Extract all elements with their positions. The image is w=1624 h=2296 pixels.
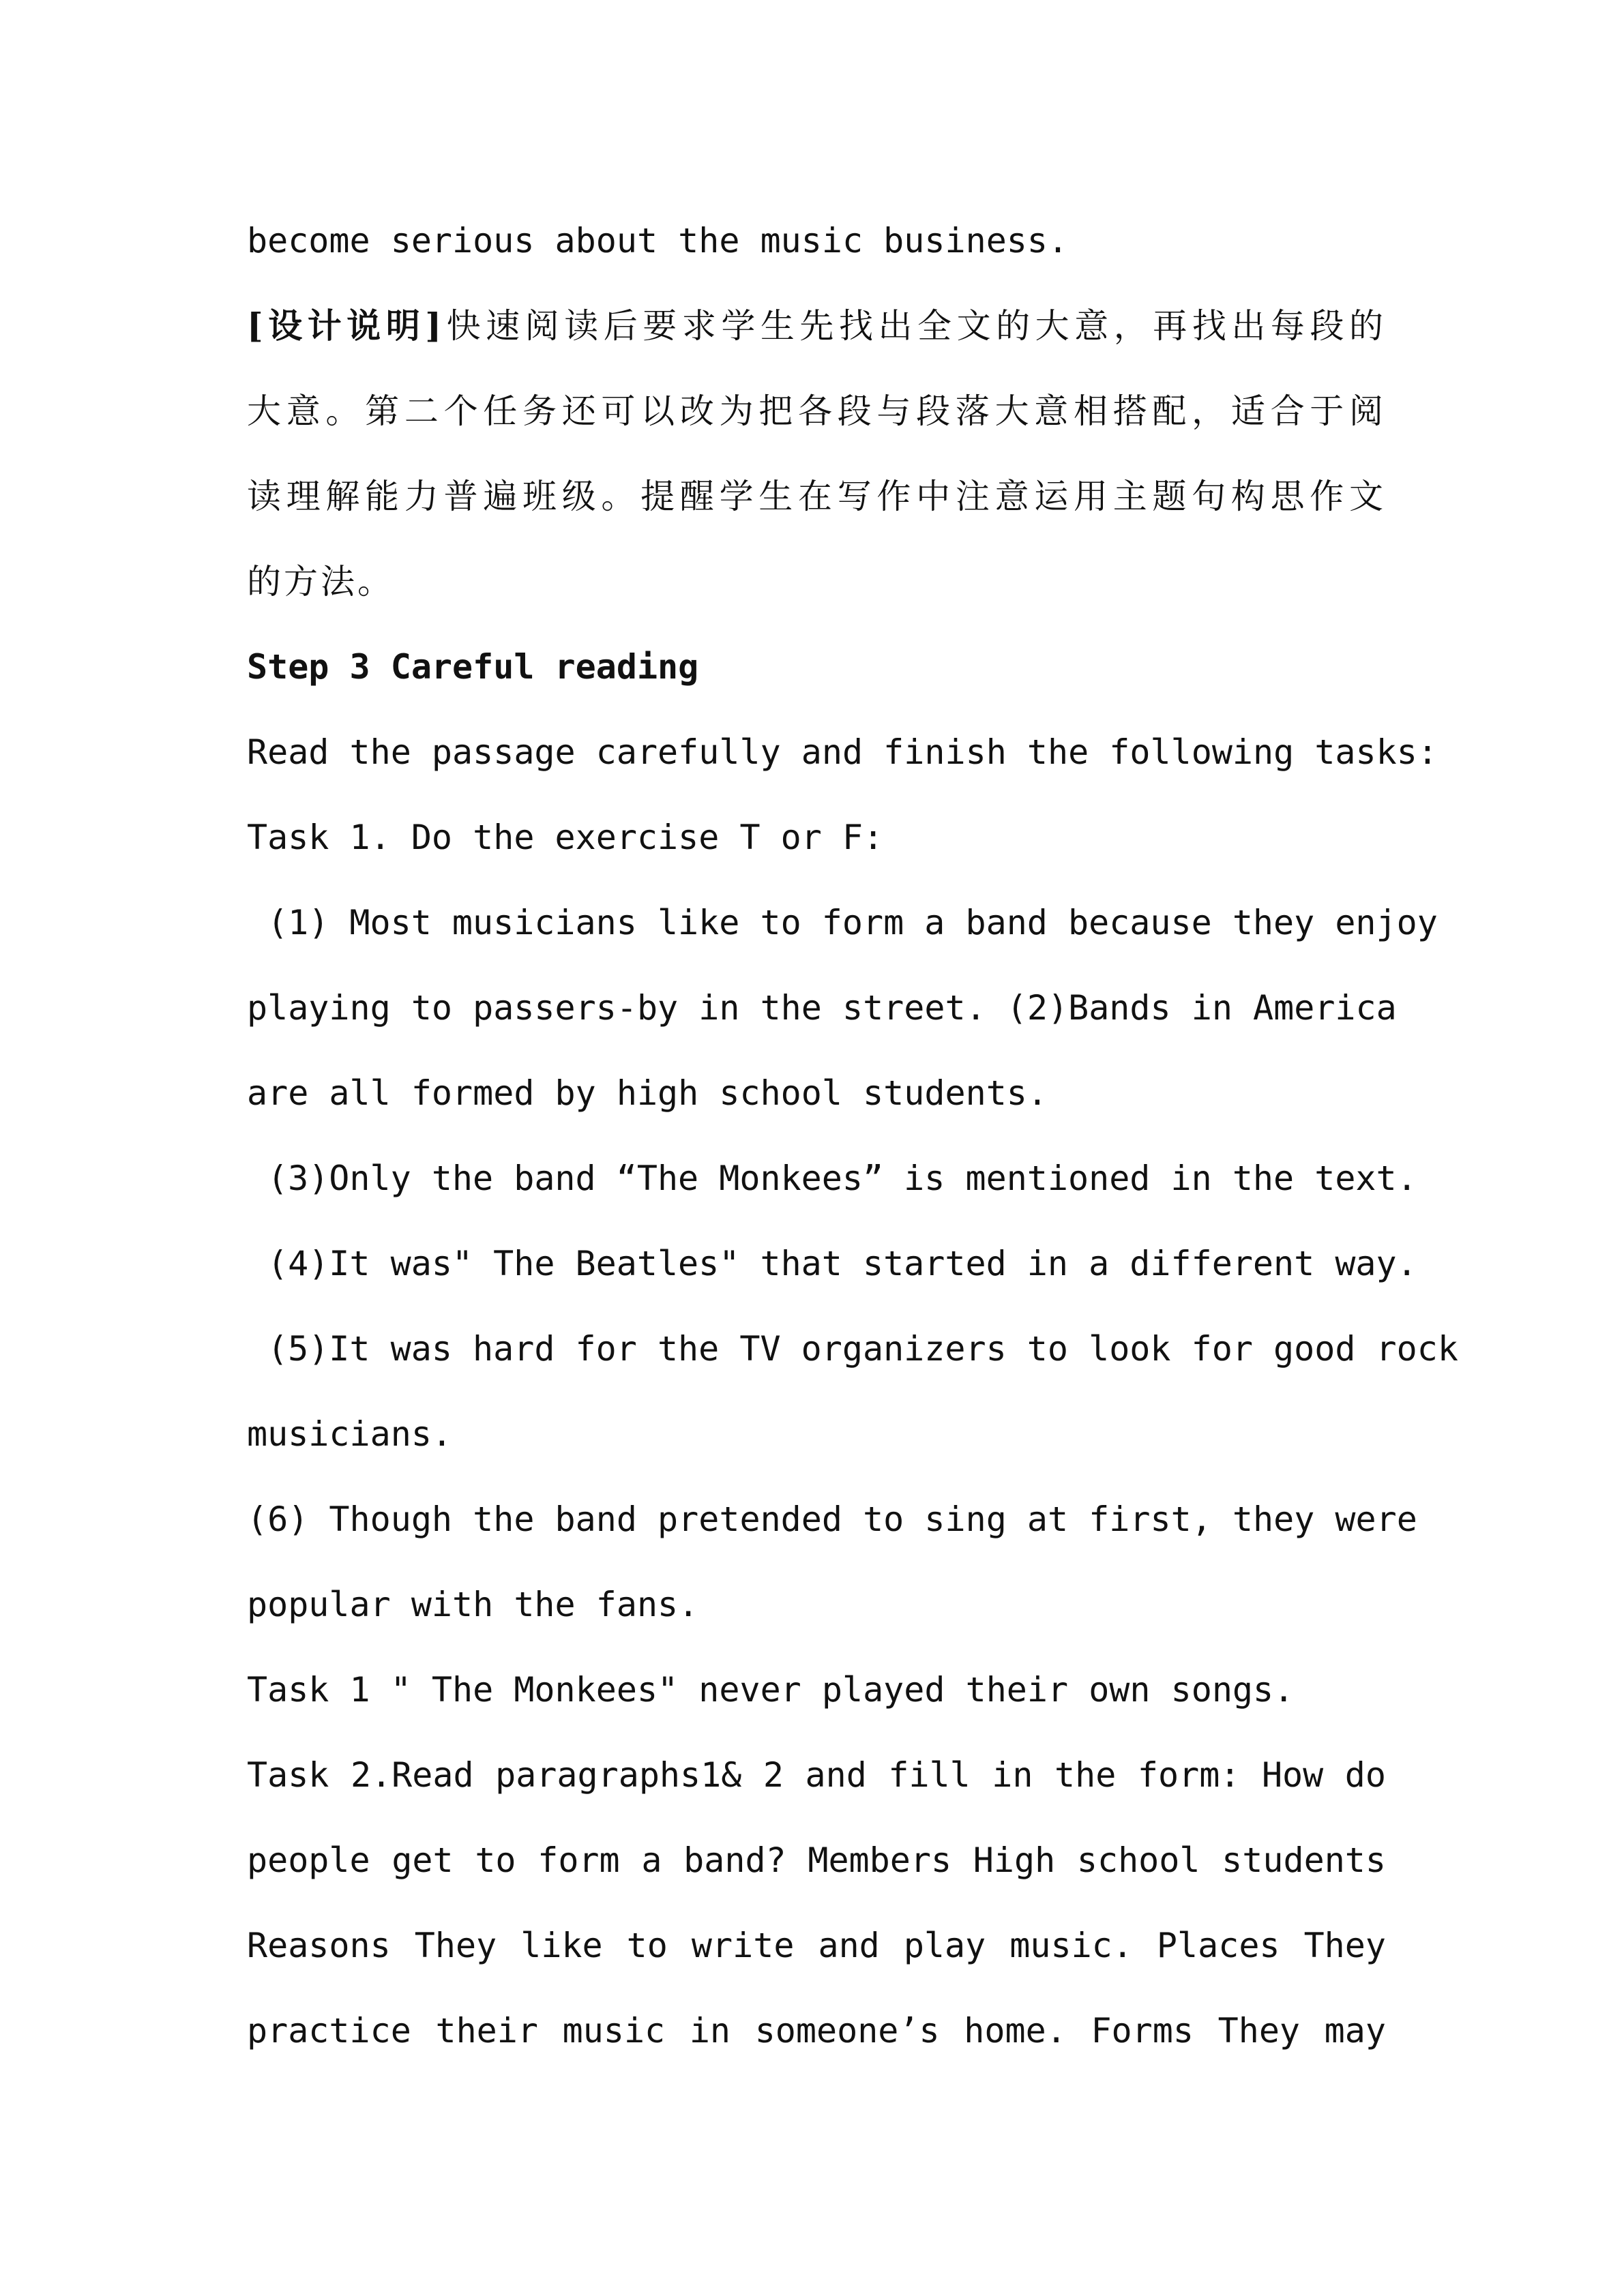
design-note-line: 大意。第二个任务还可以改为把各段与段落大意相搭配，适合于阅 [247, 391, 1386, 431]
text-line: practice their music in someone’s home. Forms They may [247, 2011, 1386, 2051]
exercise-item: popular with the fans. [247, 1585, 699, 1624]
exercise-item: musicians. [247, 1414, 453, 1454]
design-note-label: [设计说明] [247, 305, 445, 346]
section-heading: Step 3 Careful reading [247, 647, 699, 687]
exercise-item: (1) Most musicians like to form a band because they enjoy [267, 903, 1438, 942]
text-line: Task 1. Do the exercise T or F: [247, 818, 884, 857]
text-line: become serious about the music business. [247, 221, 1069, 260]
exercise-item: (4)It was" The Beatles" that started in a different way. [267, 1244, 1417, 1283]
design-note-text: 快速阅读后要求学生先找出全文的大意，再找出每段的 [444, 306, 1386, 346]
text-line: Read the passage carefully and finish the following tasks: [247, 732, 1438, 772]
design-note-line [247, 302, 1386, 350]
text-line: Task 2.Read paragraphs1& 2 and fill in the form: How do [247, 1755, 1386, 1795]
exercise-item: (5)It was hard for the TV organizers to look for good rock [267, 1329, 1458, 1369]
exercise-item: are all formed by high school students. [247, 1073, 1048, 1113]
text-line: Reasons They like to write and play music. Places They [247, 1926, 1386, 1965]
design-note-line: 的方法。 [247, 562, 394, 601]
text-line: people get to form a band? Members High school students [247, 1840, 1386, 1880]
exercise-item: playing to passers-by in the street. (2)Bands in America [247, 988, 1397, 1028]
exercise-item: (3)Only the band “The Monkees” is mentioned in the text. [267, 1159, 1417, 1198]
text-line: Task 1 " The Monkees" never played their own songs. [247, 1670, 1295, 1710]
design-note-line: 读理解能力普遍班级。提醒学生在写作中注意运用主题句构思作文 [247, 477, 1386, 516]
exercise-item: (6) Though the band pretended to sing at first, they were [247, 1500, 1417, 1539]
